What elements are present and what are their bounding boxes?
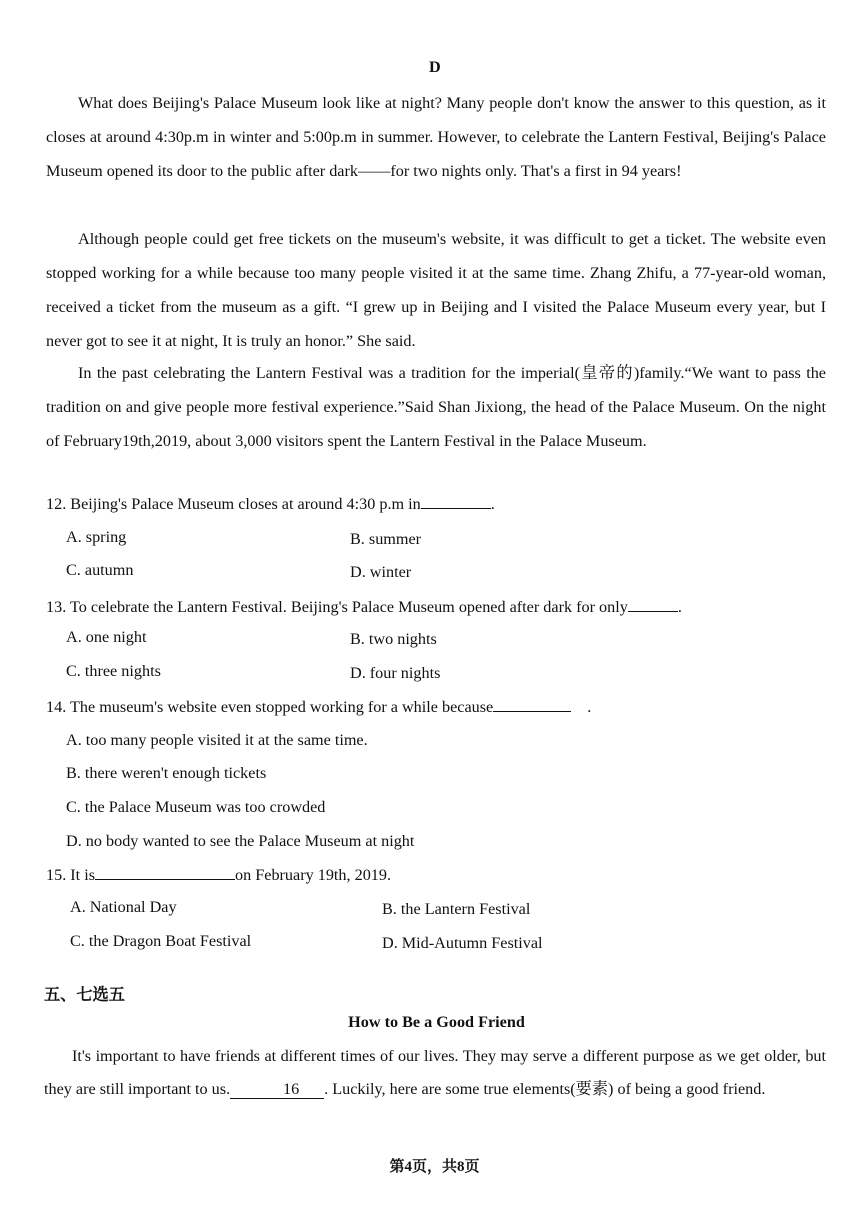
option-b[interactable]: B. the Lantern Festival	[382, 900, 531, 918]
paragraph-text-before: It's important to have friends at different times of our lives. They may serve a different purpose as we get older, but they are still important to us.	[44, 1047, 826, 1098]
section-title: How to Be a Good Friend	[348, 1013, 525, 1031]
question-number: 12.	[46, 495, 67, 513]
option-a[interactable]: A. too many people visited it at the same time.	[66, 731, 368, 749]
paragraph-text-after: . Luckily, here are some true elements(要素) of being a good friend.	[324, 1080, 766, 1098]
question-stem-end: .	[490, 495, 495, 513]
option-d[interactable]: D. winter	[350, 563, 412, 581]
answer-blank-16[interactable]	[230, 1080, 324, 1099]
option-b[interactable]: B. there weren't enough tickets	[66, 764, 267, 782]
option-c[interactable]: C. autumn	[66, 561, 134, 579]
question-stem-end: on February 19th, 2019.	[235, 866, 392, 884]
question-13	[46, 597, 682, 617]
question-stem: Beijing's Palace Museum closes at around 4:30 p.m in	[70, 495, 421, 513]
question-stem-end: .	[677, 598, 682, 616]
passage-paragraph-1: What does Beijing's Palace Museum look like at night? Many people don't know the answer to this question, as it closes at around 4:30p.m in winter and 5:00p.m in summer. However, to celebrate the Lantern Festival, Beijing's Palace Museum opened its door to the public after dark——for two nights only. That's a first in 94 years!	[46, 94, 826, 180]
option-b[interactable]: B. two nights	[350, 630, 437, 648]
question-stem: The museum's website even stopped working for a while because	[70, 698, 494, 716]
question-14	[46, 697, 591, 717]
question-number: 14.	[46, 698, 67, 716]
question-number: 15.	[46, 866, 67, 884]
page-footer: 第4页，共8页	[389, 1159, 480, 1175]
question-number: 13.	[46, 598, 67, 616]
section-heading: 五、七选五	[44, 986, 125, 1004]
blank-number: 16	[283, 1080, 300, 1098]
option-d[interactable]: D. four nights	[350, 664, 441, 682]
passage-paragraph-2: Although people could get free tickets on the museum's website, it was difficult to get a ticket. The website even stopped working for a while because too many people visited it at the same time. Zhang Zhifu, a 77-year-old woman, received a ticket from the museum as a gift. “I grew up in Beijing and I visited the Palace Museum every year, but I never got to see it at night, It is truly an honor.” She said.	[46, 230, 826, 350]
passage-paragraph-3: In the past celebrating the Lantern Festival was a tradition for the imperial(皇帝的)family.“We want to pass the tradition on and give people more festival experience.”Said Shan Jixiong, the head of the Palace Museum. On the night of February19th,2019, about 3,000 visitors spent the Lantern Festival in the Palace Museum.	[46, 364, 826, 450]
option-b[interactable]: B. summer	[350, 530, 422, 548]
answer-blank[interactable]	[493, 697, 571, 712]
option-c[interactable]: C. three nights	[66, 662, 161, 680]
option-c[interactable]: C. the Palace Museum was too crowded	[66, 798, 326, 816]
question-stem-end: .	[587, 698, 592, 716]
answer-blank[interactable]	[95, 865, 235, 880]
section-paragraph	[44, 1040, 826, 1106]
question-stem: To celebrate the Lantern Festival. Beijing's Palace Museum opened after dark for only	[70, 598, 628, 616]
answer-blank[interactable]	[628, 597, 678, 612]
option-a[interactable]: A. National Day	[70, 898, 177, 916]
answer-blank[interactable]	[421, 494, 491, 509]
question-15	[46, 865, 391, 885]
section-label: D	[429, 58, 441, 76]
option-a[interactable]: A. spring	[66, 528, 127, 546]
option-d[interactable]: D. no body wanted to see the Palace Museum at night	[66, 832, 415, 850]
option-a[interactable]: A. one night	[66, 628, 147, 646]
question-12	[46, 494, 495, 514]
option-c[interactable]: C. the Dragon Boat Festival	[70, 932, 252, 950]
option-d[interactable]: D. Mid-Autumn Festival	[382, 934, 543, 952]
question-stem: It is	[70, 866, 96, 884]
